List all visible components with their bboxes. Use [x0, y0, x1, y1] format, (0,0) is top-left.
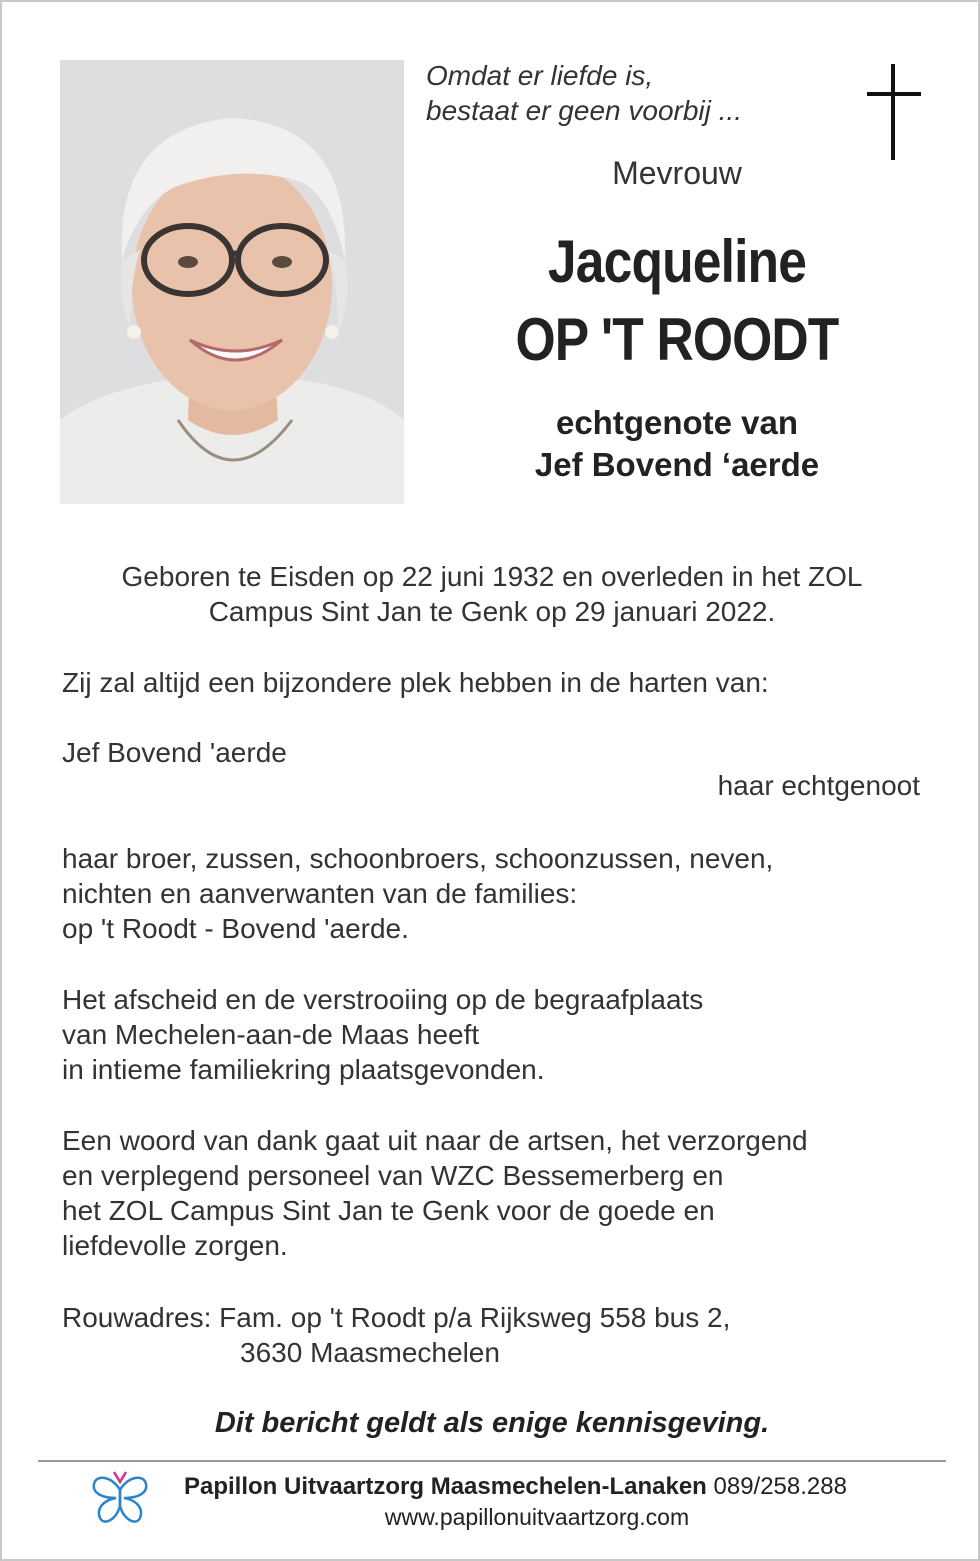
last-name: OP 'T ROODT	[515, 306, 839, 373]
farewell-paragraph	[62, 982, 962, 1087]
divider	[38, 1460, 946, 1462]
thanks-line-3: het ZOL Campus Sint Jan te Genk voor de goede en	[62, 1195, 715, 1226]
funeral-home-website[interactable]: www.papillonuitvaartzorg.com	[384, 1504, 690, 1530]
closing-statement: Dit bericht geldt als enige kennisgeving.	[214, 1407, 770, 1439]
birth-line-2: Campus Sint Jan te Genk op 29 januari 2022.	[208, 596, 776, 627]
address-line-1: Rouwadres: Fam. op 't Roodt p/a Rijksweg 558 bus 2,	[62, 1302, 731, 1333]
husband-name: Jef Bovend 'aerde	[62, 737, 287, 768]
family-line-3: op 't Roodt - Bovend 'aerde.	[62, 913, 409, 944]
quote-line-2: bestaat er geen voorbij ...	[426, 95, 742, 126]
farewell-line-3: in intieme familiekring plaatsgevonden.	[62, 1054, 545, 1085]
farewell-line-1: Het afscheid en de verstrooiing op de begraafplaats	[62, 984, 704, 1015]
address-line-2: 3630 Maasmechelen	[240, 1337, 500, 1368]
thanks-paragraph	[62, 1123, 962, 1263]
mourning-address	[62, 1300, 962, 1370]
cross-icon	[864, 64, 924, 160]
spouse-line-1: echtgenote van	[555, 404, 799, 441]
family-paragraph	[62, 841, 962, 946]
birth-death-info	[42, 559, 942, 629]
funeral-home-line	[184, 1473, 847, 1501]
spouse-line-2: Jef Bovend ‘aerde	[534, 446, 820, 483]
funeral-home-name: Papillon Uitvaartzorg Maasmechelen-Lanaken	[184, 1473, 707, 1500]
portrait-photo	[60, 60, 404, 504]
butterfly-logo-icon	[90, 1468, 150, 1526]
family-line-1: haar broer, zussen, schoonbroers, schoonzussen, neven,	[62, 843, 774, 874]
farewell-line-2: van Mechelen-aan-de Maas heeft	[62, 1019, 480, 1050]
thanks-line-2: en verplegend personeel van WZC Bessemerberg en	[62, 1160, 724, 1191]
spouse-info	[442, 402, 912, 486]
hearts-intro: Zij zal altijd een bijzondere plek hebben in de harten van:	[62, 667, 769, 698]
first-name: Jacqueline	[547, 228, 807, 295]
quote-line-1: Omdat er liefde is,	[426, 60, 654, 91]
quote	[426, 58, 846, 128]
husband-role: haar echtgenoot	[717, 770, 920, 801]
portrait-illustration	[60, 60, 404, 504]
birth-line-1: Geboren te Eisden op 22 juni 1932 en overleden in het ZOL	[121, 561, 863, 592]
salutation: Mevrouw	[612, 155, 742, 191]
thanks-line-4: liefdevolle zorgen.	[62, 1230, 288, 1261]
funeral-home-phone: 089/258.288	[713, 1473, 847, 1500]
thanks-line-1: Een woord van dank gaat uit naar de artsen, het verzorgend	[62, 1125, 808, 1156]
family-line-2: nichten en aanverwanten van de families:	[62, 878, 578, 909]
